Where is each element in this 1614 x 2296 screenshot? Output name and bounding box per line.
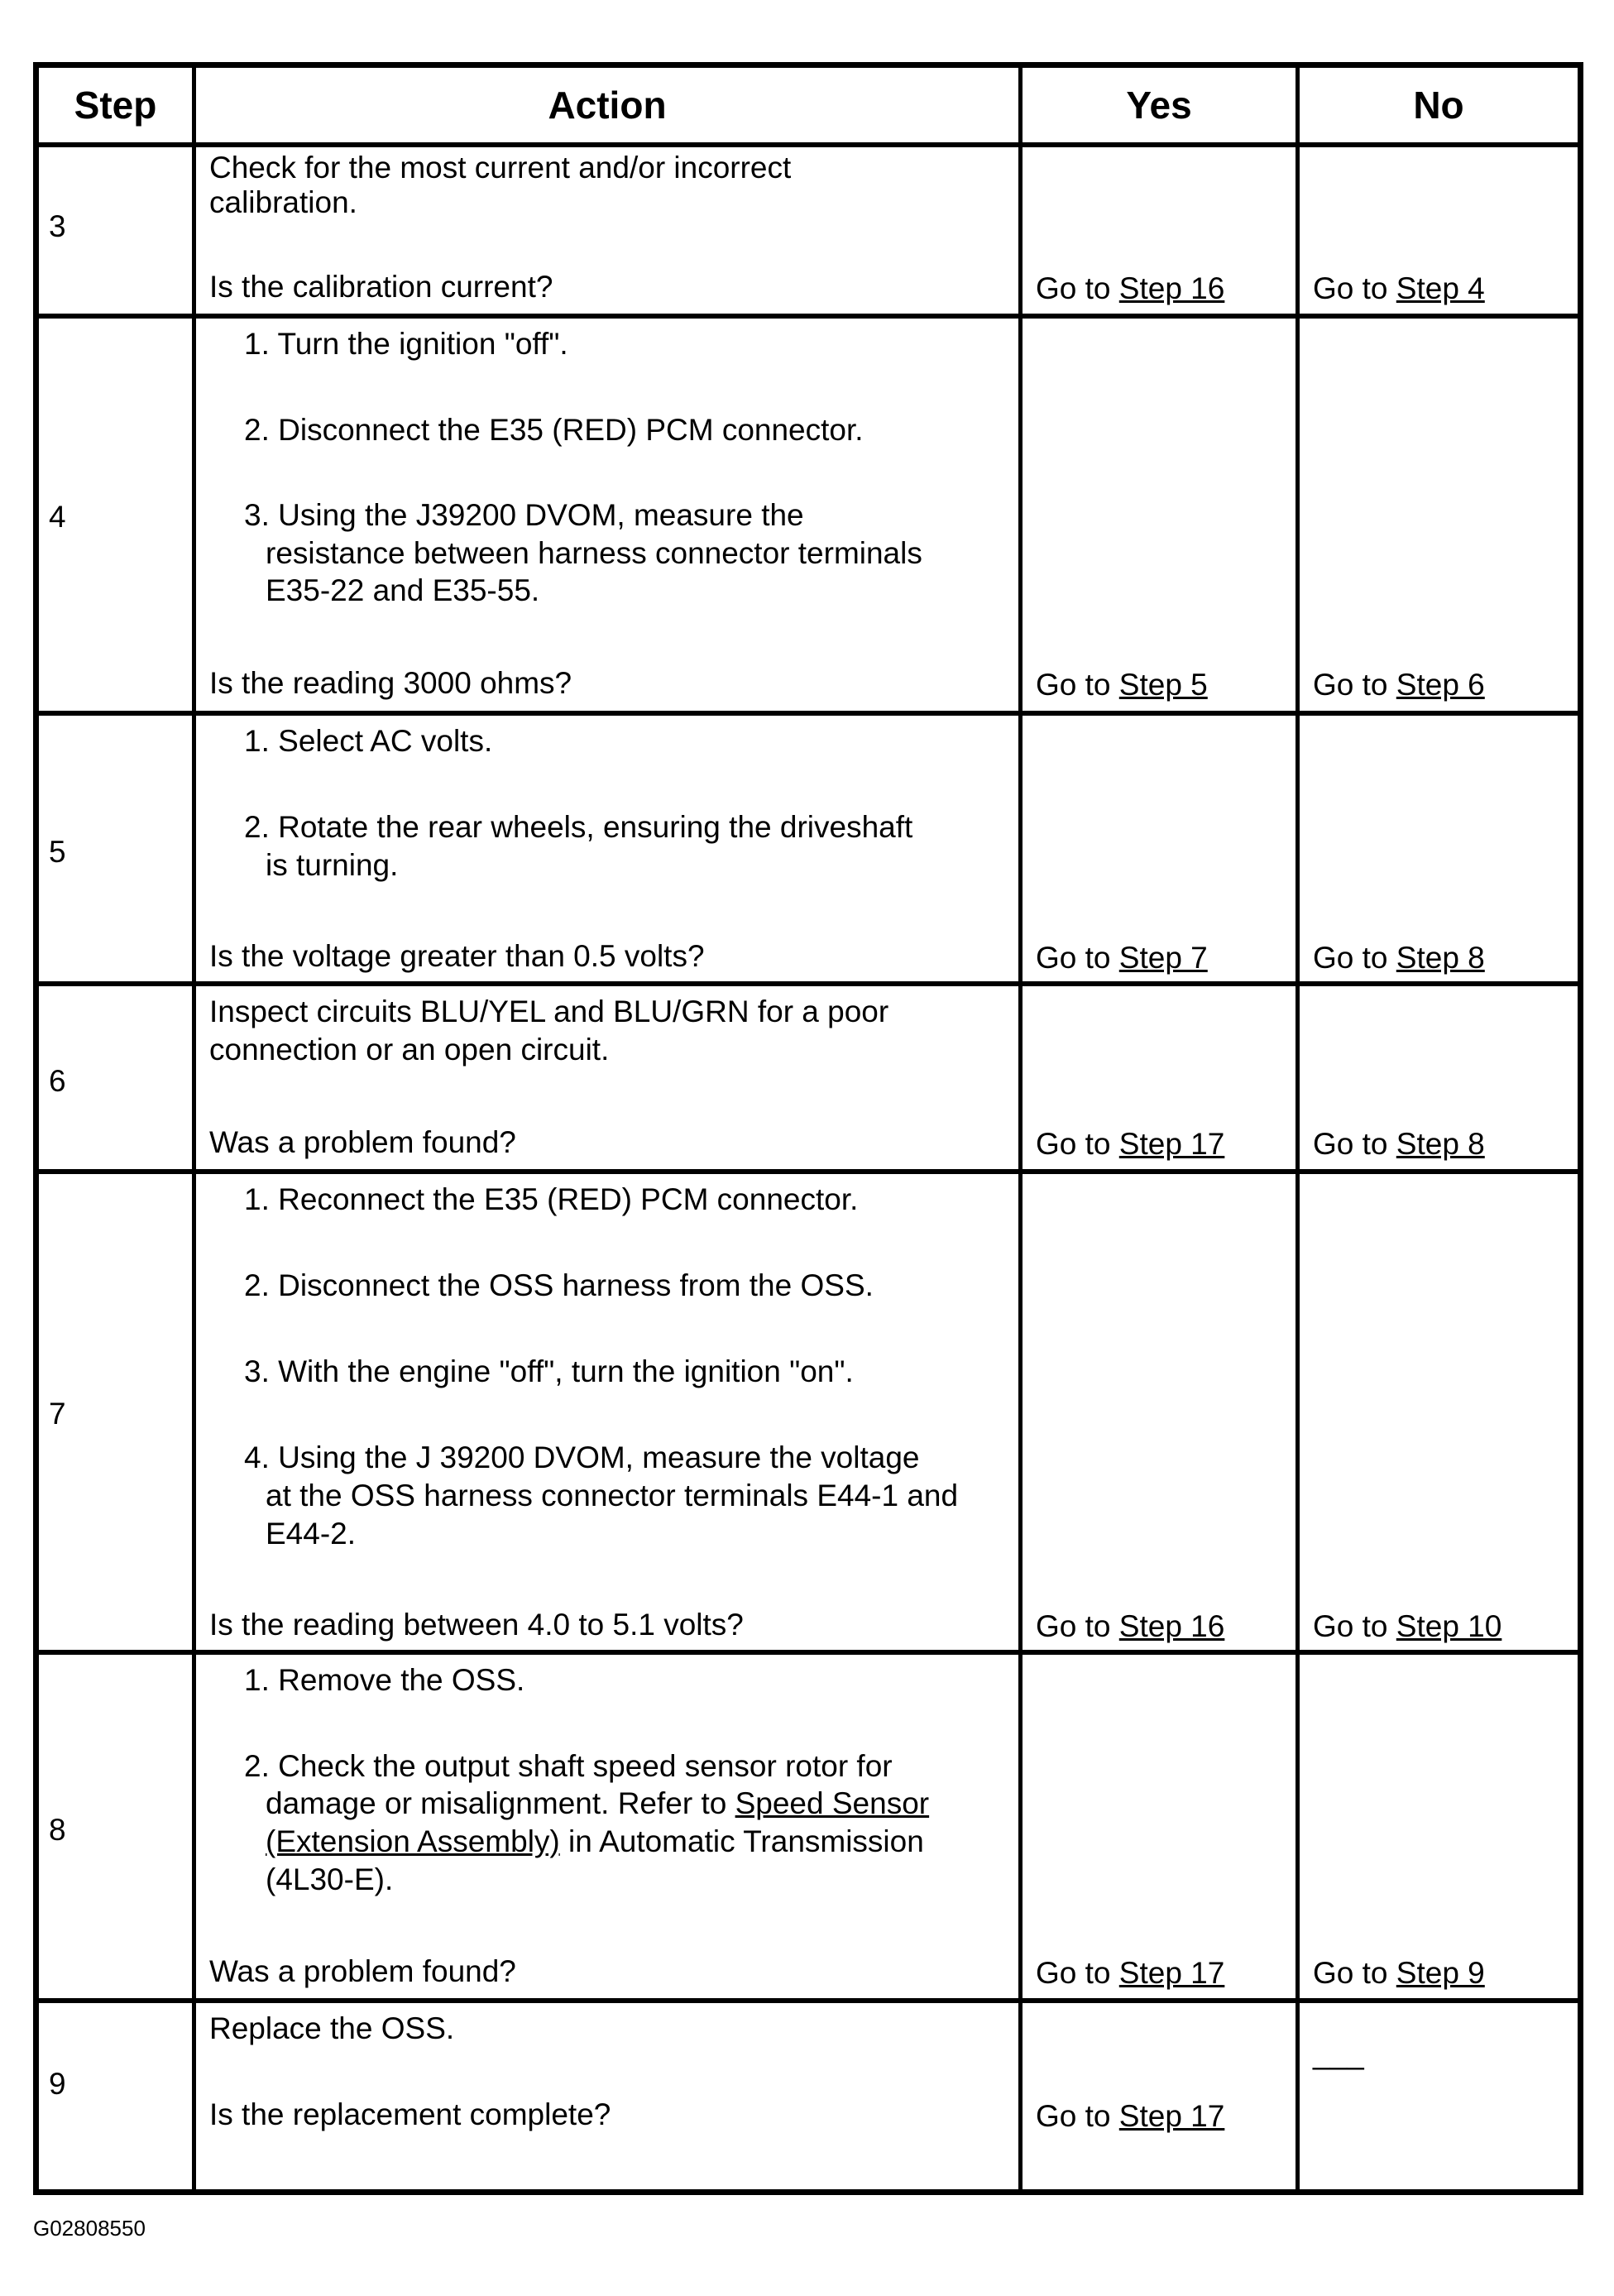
action-step-item: 1. Reconnect the E35 (RED) PCM connector. [244,1182,859,1216]
action-text: Inspect circuits BLU/YEL and BLU/GRN for a poor [209,995,889,1028]
action-question: Was a problem found? [209,1954,516,1988]
step-link[interactable]: Step 17 [1118,2099,1225,2133]
yes-cell [1023,147,1296,314]
step-link[interactable]: Step 8 [1396,1127,1485,1161]
action-step-item: E44-2. [266,1517,357,1551]
figure-code: G02808550 [33,2216,146,2241]
no-cell [1300,147,1578,314]
action-question: Is the reading 3000 ohms? [209,666,572,700]
header-yes: Yes [1126,84,1192,127]
go-to-label: Go to [1313,668,1396,702]
action-step-item: 3. With the engine "off", turn the ignition "on". [244,1354,854,1388]
go-to-label: Go to [1036,271,1119,305]
no-cell [1300,986,1578,1169]
action-cell [196,986,1018,1169]
action-step-item [266,1785,929,1823]
step-number: 4 [49,500,66,534]
action-step-item: (4L30-E). [266,1862,394,1896]
step-link[interactable]: Step 10 [1396,1609,1502,1643]
diagnostic-table [33,62,1583,2195]
table-row [39,314,1578,711]
action-text: Check for the most current and/or incorrect [209,151,792,185]
action-text: Replace the OSS. [209,2011,455,2045]
step-number: 6 [49,1064,66,1098]
no-cell [1300,716,1578,981]
extension-assembly-link[interactable]: (Extension Assembly) [266,1824,560,1858]
no-cell [1300,319,1578,711]
no-cell [1300,1174,1578,1650]
action-question: Is the voltage greater than 0.5 volts? [209,939,705,973]
action-step-item: 2. Rotate the rear wheels, ensuring the driveshaft [244,810,913,844]
table-row [39,1169,1578,1650]
action-step-item: at the OSS harness connector terminals E44-1 and [266,1479,959,1512]
action-question: Is the replacement complete? [209,2097,611,2131]
step-link[interactable]: Step 9 [1396,1956,1485,1990]
step-link[interactable]: Step 16 [1118,271,1225,305]
step-number: 8 [49,1813,66,1847]
step-number: 5 [49,835,66,869]
table-row [39,1650,1578,1998]
action-cell [196,1174,1018,1650]
no-cell [1300,1655,1578,1998]
go-to-label: Go to [1313,1609,1396,1643]
step-link[interactable]: Step 5 [1118,668,1208,702]
yes-cell [1023,2003,1296,2189]
yes-cell [1023,1655,1296,1998]
go-to-label: Go to [1036,1127,1119,1161]
go-to-label: Go to [1313,1956,1396,1990]
header-no: No [1413,84,1464,127]
go-to-label: Go to [1036,1609,1119,1643]
go-to-label: Go to [1313,941,1396,975]
speed-sensor-link[interactable]: Speed Sensor [735,1786,930,1820]
action-step-item: is turning. [266,848,399,882]
action-step-item: 2. Check the output shaft speed sensor rotor for [244,1749,893,1783]
go-to-label: Go to [1036,1956,1119,1990]
table-row [39,142,1578,314]
action-text: in Automatic Transmission [559,1824,924,1858]
step-number: 9 [49,2067,66,2101]
table-row [39,981,1578,1169]
action-question: Is the reading between 4.0 to 5.1 volts? [209,1608,744,1642]
action-step-item: 3. Using the J39200 DVOM, measure the [244,498,804,532]
action-text: calibration. [209,185,357,219]
action-cell [196,716,1018,981]
step-link[interactable]: Step 8 [1396,941,1485,975]
go-to-label: Go to [1036,668,1119,702]
action-cell [196,147,1018,314]
step-link[interactable]: Step 4 [1396,271,1485,305]
action-question: Was a problem found? [209,1125,516,1159]
yes-cell [1023,716,1296,981]
no-action-dash: ___ [1313,2036,1364,2070]
go-to-label: Go to [1036,2099,1119,2133]
action-text: connection or an open circuit. [209,1033,610,1067]
step-link[interactable]: Step 17 [1118,1127,1225,1161]
header-step: Step [74,84,157,127]
table-row [39,711,1578,981]
action-cell [196,1655,1018,1998]
step-number: 7 [49,1397,66,1431]
yes-cell [1023,319,1296,711]
action-step-item: E35-22 and E35-55. [266,573,540,607]
action-step-item: 2. Disconnect the E35 (RED) PCM connector. [244,413,864,447]
action-step-item: 1. Turn the ignition "off". [244,327,568,361]
action-cell [196,2003,1018,2189]
step-number: 3 [49,209,66,243]
no-cell [1300,2003,1578,2189]
step-link[interactable]: Step 6 [1396,668,1485,702]
go-to-label: Go to [1313,271,1396,305]
go-to-label: Go to [1036,941,1119,975]
action-step-item: 2. Disconnect the OSS harness from the OSS. [244,1268,874,1302]
action-step-item: resistance between harness connector terminals [266,536,922,570]
go-to-label: Go to [1313,1127,1396,1161]
yes-cell [1023,986,1296,1169]
action-question: Is the calibration current? [209,270,553,304]
step-link[interactable]: Step 16 [1118,1609,1225,1643]
action-text: damage or misalignment. Refer to [266,1786,735,1820]
step-link[interactable]: Step 17 [1118,1956,1225,1990]
header-action: Action [548,84,667,127]
yes-cell [1023,1174,1296,1650]
action-step-item: 4. Using the J 39200 DVOM, measure the voltage [244,1440,920,1474]
action-step-item: 1. Select AC volts. [244,724,493,758]
action-cell [196,319,1018,711]
table-row [39,1998,1578,2189]
action-step-item: 1. Remove the OSS. [244,1663,525,1697]
table-header [39,68,1578,142]
action-step-item [266,1823,924,1861]
step-link[interactable]: Step 7 [1118,941,1208,975]
